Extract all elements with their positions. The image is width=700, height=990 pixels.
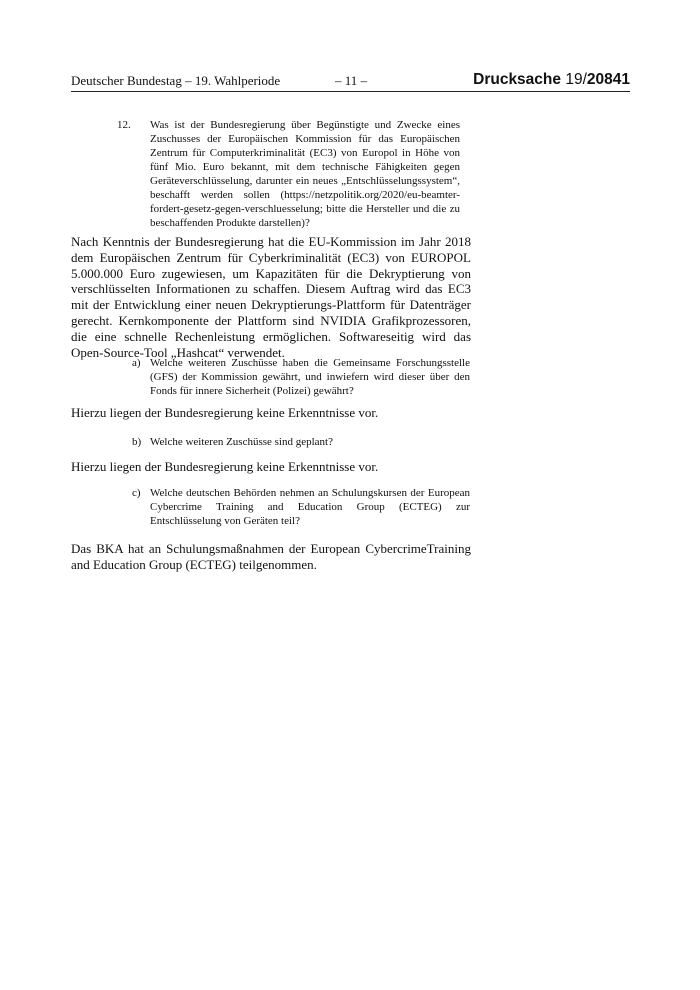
question-letter: a)	[132, 357, 141, 369]
question-text: Welche deutschen Behörden nehmen an Schulungskursen der European Cybercrime Training and Education Group (ECTEG) zur Entschlüsselung von Geräten teil?	[150, 487, 470, 527]
answer-12c: Das BKA hat an Schulungsmaßnahmen der European CybercrimeTraining and Education Group (ECTEG) teilgenommen.	[71, 541, 471, 572]
question-number: 12.	[117, 119, 131, 131]
question-12a	[132, 356, 470, 398]
question-letter: c)	[132, 487, 141, 499]
question-12	[117, 118, 460, 230]
question-12c	[132, 486, 470, 528]
answer-12b: Hierzu liegen der Bundesregierung keine Erkenntnisse vor.	[71, 459, 379, 474]
question-text: Welche weiteren Zuschüsse sind geplant?	[150, 436, 333, 448]
question-text: Welche weiteren Zuschüsse haben die Gemeinsame Forschungsstelle (GFS) der Kommission gewährt, und inwiefern wird dieser über den Fonds für innere Sicherheit (Polizei) gewährt?	[150, 357, 470, 397]
page-header	[71, 71, 630, 92]
question-text: Was ist der Bundesregierung über Begünstigte und Zwecke eines Zuschusses der Europäischen Kommission für das Europäischen Zentrum für Computerkriminalität (EC3) von Europol in Höhe von fünf Mio. Euro bekannt, mit dem technische Fähigkeiten gegen Geräteverschlüsselung, darunter ein neues „Entschlüsselungssystem“, beschafft werden sollen (https://netzpolitik.org/2020/eu-beamter-fordert-gesetz-gegen-verschluesselung; bitte die Hersteller und die zu beschaffenden Produkte darstellen)?	[150, 119, 460, 229]
drucksache-id	[473, 71, 630, 89]
question-letter: b)	[132, 436, 142, 448]
page-number: – 11 –	[335, 73, 368, 88]
drucksache-period: 19/	[565, 71, 587, 88]
drucksache-number: 20841	[586, 71, 630, 88]
question-12b	[132, 435, 470, 449]
header-publication: Deutscher Bundestag – 19. Wahlperiode	[71, 73, 281, 88]
answer-12: Nach Kenntnis der Bundesregierung hat die EU-Kommission im Jahr 2018 dem Europäischen Zentrum für Cyberkriminalität (EC3) von EUROPOL 5.000.000 Euro zugewiesen, um Kapazitäten für die Dekryptierung von verschlüsselten Informationen zu schaffen. Diesem Auftrag wird das EC3 mit der Entwicklung einer neuen Dekryptierungs-Plattform für Datenträger gerecht. Kernkomponente der Plattform sind NVIDIA Grafikprozessoren, die eine schnelle Rechenleistung ermöglichen. Softwareseitig wird das Open-Source-Tool „Hashcat“ verwendet.	[71, 234, 471, 360]
answer-12a: Hierzu liegen der Bundesregierung keine Erkenntnisse vor.	[71, 405, 379, 420]
drucksache-label: Drucksache	[473, 71, 562, 88]
